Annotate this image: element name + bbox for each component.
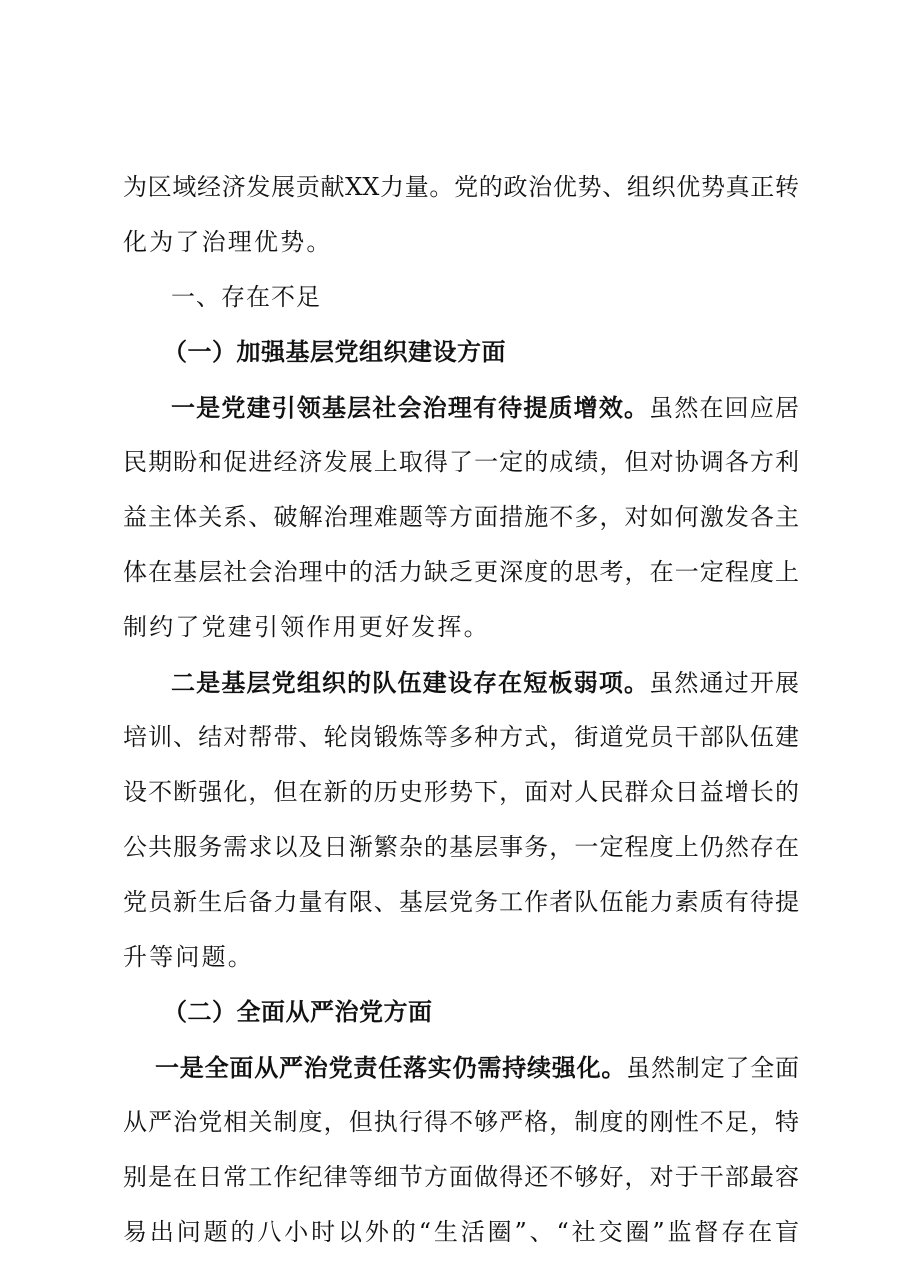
- paragraph-line: 设不断强化，但在新的历史形势下，面对人民群众日益增长的: [123, 778, 799, 806]
- paragraph-line: 为区域经济发展贡献XX力量。党的政治优势、组织优势真正转: [123, 173, 799, 201]
- paragraph-line: [123, 380, 799, 435]
- paragraph-line: 从严治党相关制度，但执行得不够严格，制度的刚性不足，特: [123, 1108, 799, 1136]
- paragraph-text: 虽然通过开展: [649, 669, 800, 697]
- subsection-heading: （二）全面从严治党方面: [163, 998, 433, 1026]
- paragraph-line: 易出问题的八小时以外的“生活圈”、“社交圈”监督存在盲: [123, 1218, 799, 1246]
- paragraph-text: 虽然制定了全面: [626, 1054, 800, 1082]
- paragraph-line: 体在基层社会治理中的活力缺乏更深度的思考，在一定程度上: [123, 558, 799, 586]
- paragraph-line: 党员新生后备力量有限、基层党务工作者队伍能力素质有待提: [123, 888, 799, 916]
- paragraph-line: [123, 1040, 799, 1095]
- paragraph-line: 民期盼和促进经济发展上取得了一定的成绩，但对协调各方利: [123, 448, 799, 476]
- paragraph-line: 化为了治理优势。: [123, 228, 333, 256]
- paragraph-lead: 一是党建引领基层社会治理有待提质增效。: [171, 393, 650, 422]
- paragraph-line: 制约了党建引领作用更好发挥。: [123, 613, 490, 641]
- paragraph-lead: 一是全面从严治党责任落实仍需持续强化。: [155, 1053, 627, 1082]
- section-heading: 一、存在不足: [171, 283, 321, 311]
- paragraph-line: 益主体关系、破解治理难题等方面措施不多，对如何激发各主: [123, 503, 799, 531]
- paragraph-lead: 二是基层党组织的队伍建设存在短板弱项。: [171, 668, 650, 697]
- paragraph-text: 虽然在回应居: [649, 394, 800, 422]
- paragraph-line: 公共服务需求以及日渐繁杂的基层事务，一定程度上仍然存在: [123, 833, 799, 861]
- document-body: [123, 160, 799, 1260]
- subsection-heading: （一）加强基层党组织建设方面: [163, 338, 506, 366]
- paragraph-line: 别是在日常工作纪律等细节方面做得还不够好，对于干部最容: [123, 1163, 799, 1191]
- paragraph-line: 升等问题。: [123, 943, 254, 971]
- paragraph-line: [123, 655, 799, 710]
- paragraph-line: 培训、结对帮带、轮岗锻炼等多种方式，街道党员干部队伍建: [123, 723, 799, 751]
